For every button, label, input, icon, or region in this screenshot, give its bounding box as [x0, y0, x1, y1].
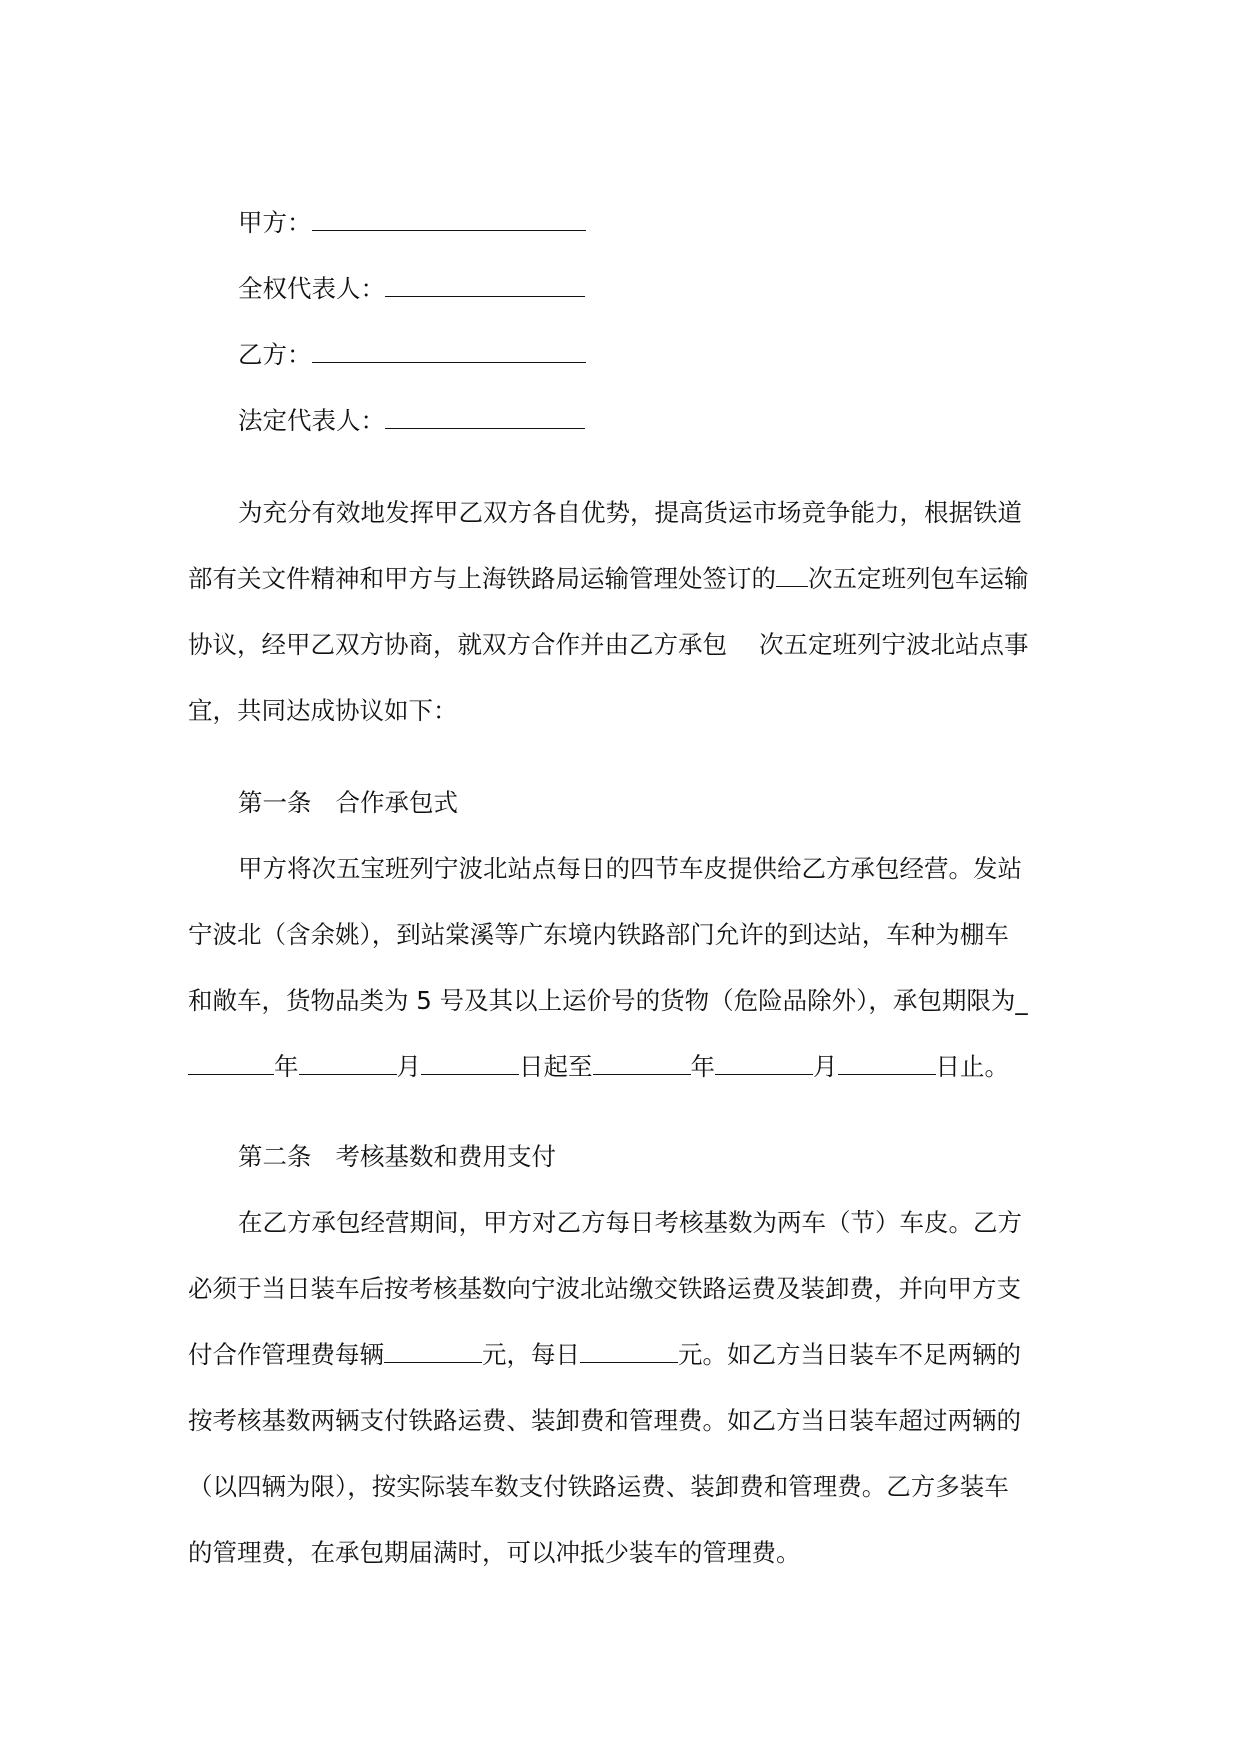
article-1-line: 甲方将次五宝班列宁波北站点每日的四节车皮提供给乙方承包经营。发站 — [238, 854, 1022, 883]
preamble-line: 为充分有效地发挥甲乙双方各自优势，提高货运市场竞争能力，根据铁道 — [238, 498, 1022, 527]
party-a-rep-row — [238, 256, 585, 322]
fee-per-car-label: 付合作管理费每辆 — [188, 1340, 384, 1369]
article-2-paragraph — [188, 1190, 1068, 1586]
article-2-line — [188, 1322, 1068, 1388]
article-2-line: 必须于当日装车后按考核基数向宁波北站缴交铁路运费及装卸费，并向甲方支 — [188, 1274, 1021, 1303]
article-2-heading — [238, 1124, 556, 1190]
party-a-rep-label: 全权代表人： — [238, 274, 385, 303]
party-b-rep-blank[interactable] — [385, 406, 585, 429]
day-from-label: 日起至 — [519, 1052, 593, 1081]
start-year-blank[interactable] — [188, 1052, 274, 1075]
fee-per-day-label: 元，每日 — [482, 1340, 580, 1369]
party-b-rep-label: 法定代表人： — [238, 406, 385, 435]
preamble-line-text: 次五定班列包车运输 — [808, 564, 1029, 593]
article-2-line: （以四辆为限），按实际装车数支付铁路运费、装卸费和管理费。乙方多装车 — [188, 1472, 1009, 1501]
article-1-line: 和敞车，货物品类为 5 号及其以上运价号的货物（危险品除外），承包期限为_ — [188, 986, 1028, 1015]
article-2-line: 按考核基数两辆支付铁路运费、装卸费和管理费。如乙方当日装车超过两辆的 — [188, 1406, 1021, 1435]
article-1-heading — [238, 770, 458, 836]
preamble-line-text: 部有关文件精神和甲方与上海铁路局运输管理处签订的 — [188, 564, 776, 593]
start-day-blank[interactable] — [421, 1052, 519, 1075]
article-1-title: 合作承包式 — [335, 788, 458, 817]
article-2-title: 考核基数和费用支付 — [335, 1142, 556, 1171]
month-label: 月 — [813, 1052, 838, 1081]
end-day-blank[interactable] — [838, 1052, 936, 1075]
preamble-line — [188, 546, 1068, 612]
party-a-rep-blank[interactable] — [385, 274, 585, 297]
start-month-blank[interactable] — [299, 1052, 397, 1075]
article-1-date-line — [188, 1034, 1068, 1100]
article-1-paragraph — [188, 836, 1068, 1100]
fee-per-day-blank[interactable] — [580, 1340, 678, 1363]
article-2-number: 第二条 — [238, 1142, 312, 1171]
preamble-line-text: 协议，经甲乙双方协商，就双方合作并由乙方承包 — [188, 630, 727, 659]
article-2-line: 在乙方承包经营期间，甲方对乙方每日考核基数为两车（节）车皮。乙方 — [238, 1208, 1022, 1237]
party-b-blank[interactable] — [312, 340, 586, 363]
year-label: 年 — [690, 1052, 715, 1081]
end-year-blank[interactable] — [593, 1052, 691, 1075]
preamble-line: 宜，共同达成协议如下： — [188, 696, 458, 725]
article-2-line-text: 元。如乙方当日装车不足两辆的 — [678, 1340, 1021, 1369]
party-b-rep-row — [238, 388, 585, 454]
article-1-line: 宁波北（含余姚），到站棠溪等广东境内铁路部门允许的到达站，车种为棚车 — [188, 920, 1009, 949]
article-2-line: 的管理费，在承包期届满时，可以冲抵少装车的管理费。 — [188, 1538, 801, 1567]
day-until-label: 日止。 — [935, 1052, 1009, 1081]
train-number-blank[interactable] — [776, 564, 808, 587]
party-a-label: 甲方： — [238, 208, 312, 237]
article-1-number: 第一条 — [238, 788, 312, 817]
year-label: 年 — [274, 1052, 299, 1081]
preamble-line-text: 次五定班列宁波北站点事 — [759, 630, 1029, 659]
party-b-row — [238, 322, 586, 388]
fee-per-car-blank[interactable] — [384, 1340, 482, 1363]
party-a-row — [238, 190, 586, 256]
preamble-paragraph — [188, 480, 1068, 744]
preamble-line — [188, 612, 1068, 678]
month-label: 月 — [396, 1052, 421, 1081]
party-b-label: 乙方： — [238, 340, 312, 369]
party-a-blank[interactable] — [312, 208, 586, 231]
end-month-blank[interactable] — [715, 1052, 813, 1075]
